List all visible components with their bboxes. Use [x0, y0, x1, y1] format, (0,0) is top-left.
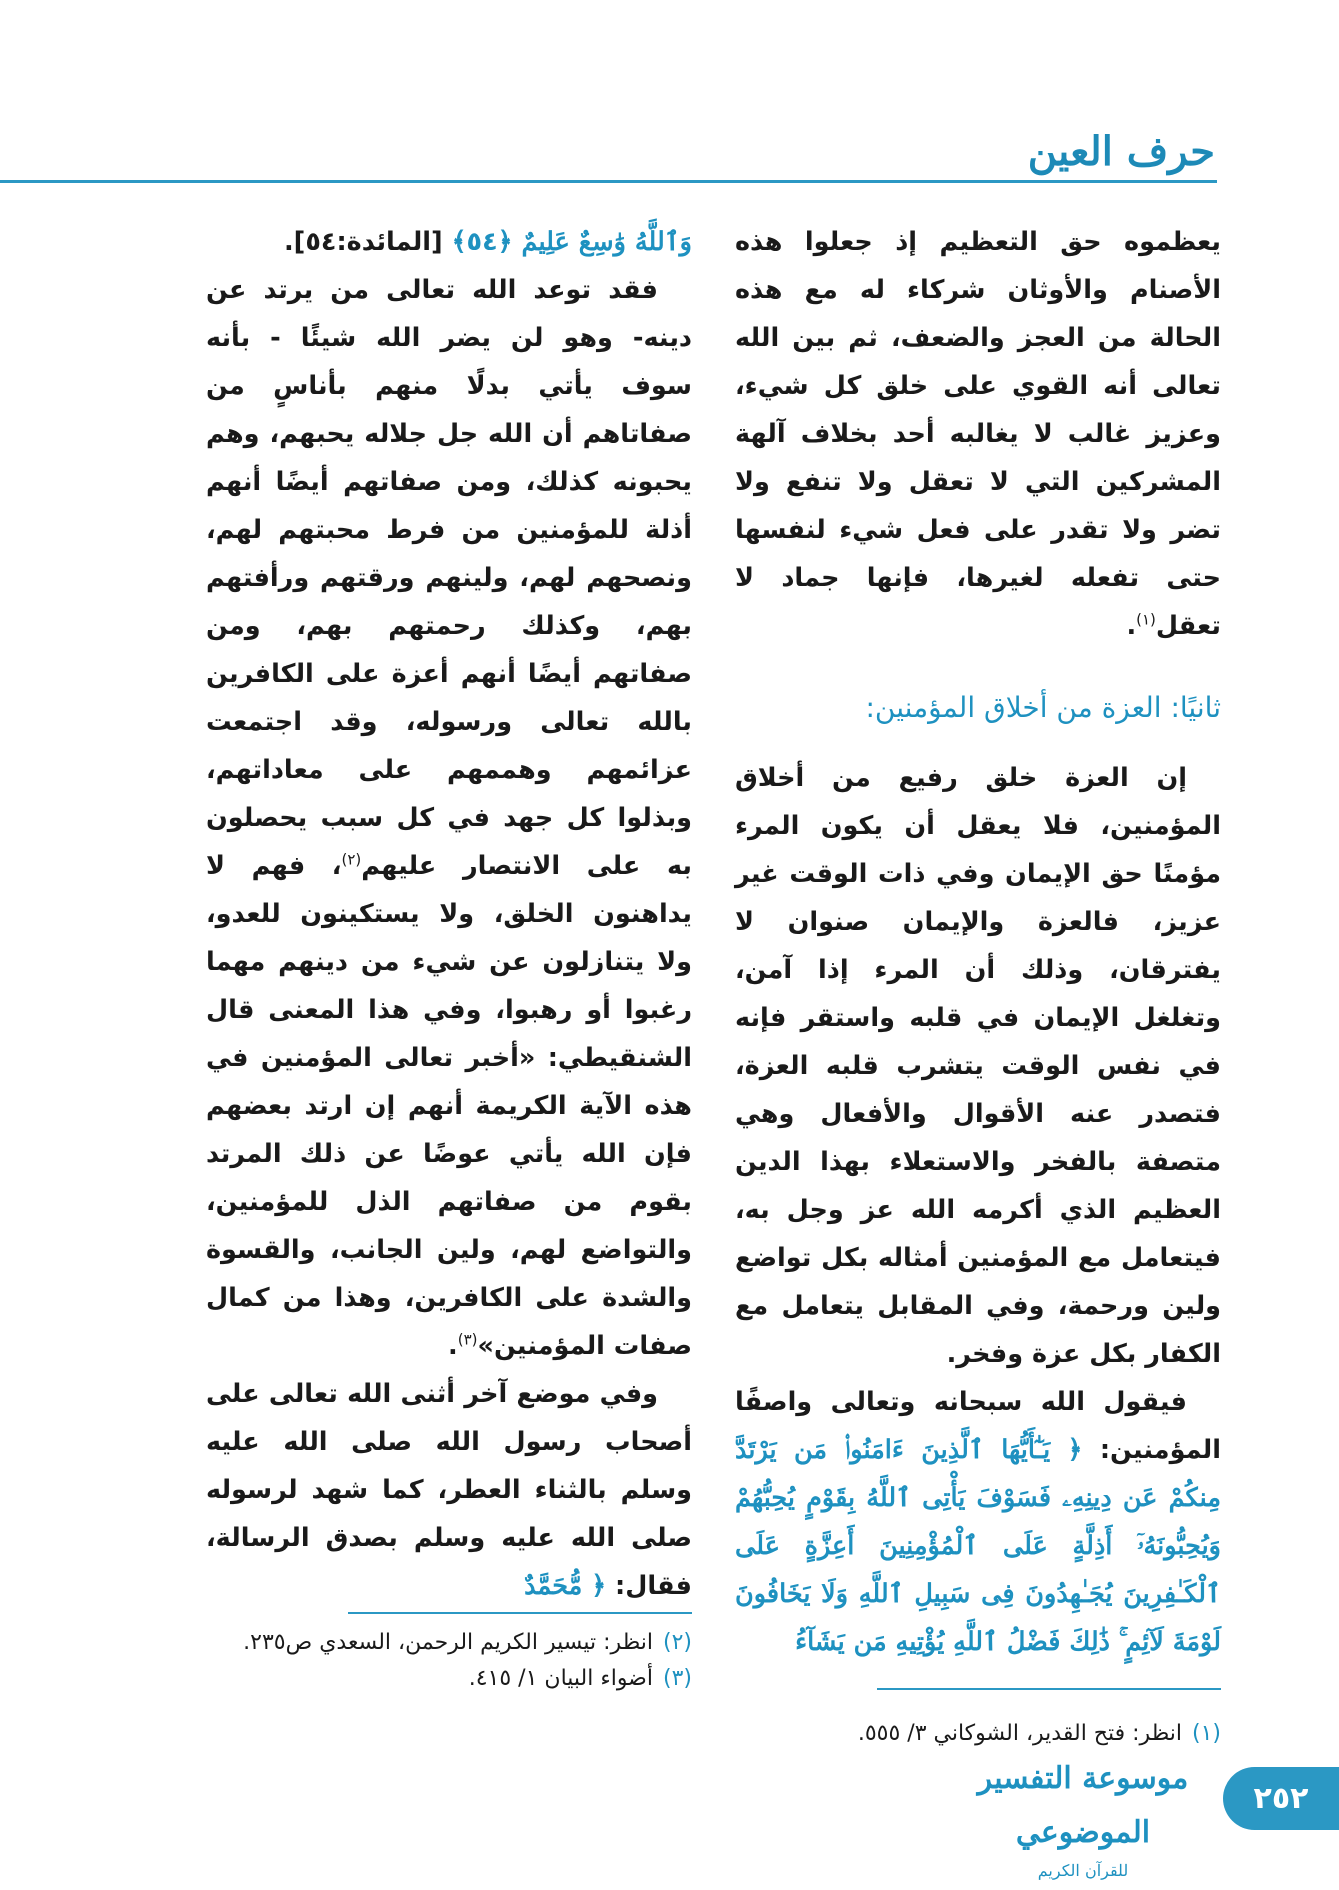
- right-paragraph-3: [735, 1378, 1221, 1666]
- quran-verse-fath: ﴿ مُّحَمَّدٌ: [524, 1571, 607, 1601]
- footnotes-left: [206, 1625, 692, 1697]
- footnote-item: [206, 1625, 692, 1661]
- encyclopedia-logo: [963, 1752, 1203, 1880]
- left-column: [206, 218, 692, 1610]
- ayah-continuation: [206, 218, 692, 266]
- footnotes-right: [735, 1716, 1221, 1752]
- footnote-text: انظر: تيسير الكريم الرحمن، السعدي ص٢٣٥.: [243, 1630, 653, 1655]
- footnote-number: (١): [1191, 1721, 1221, 1746]
- logo-main-text: موسوعة التفسير الموضوعي: [977, 1761, 1189, 1850]
- right-paragraph-3-intro: فيقول الله سبحانه وتعالى واصفًا المؤمنين:: [735, 1387, 1221, 1465]
- footnote-rule-right: [877, 1688, 1221, 1690]
- header-rule: [0, 180, 1217, 183]
- right-paragraph-1: [735, 218, 1221, 650]
- left-paragraph-2-text: وفي موضع آخر أثنى الله تعالى على أصحاب رسول الله صلى الله عليه وسلم بالثناء العطر، كما شهد لرسوله صلى الله عليه وسلم بصدق الرسالة، فقال:: [206, 1379, 692, 1601]
- left-paragraph-1: [206, 266, 692, 1370]
- footnote-ref-1[interactable]: (١): [1136, 610, 1156, 629]
- footnote-item: [735, 1716, 1221, 1752]
- footnote-number: (٢): [662, 1630, 692, 1655]
- footnote-number: (٣): [662, 1666, 692, 1691]
- quran-verse-maidah-54: ﴿ يَـٰٓأَيُّهَا ٱلَّذِينَ ءَامَنُوا۟ مَن يَرْتَدَّ مِنكُمْ عَن دِينِهِۦ فَسَوْفَ يَأْتِى ٱللَّهُ بِقَوْمٍ يُحِبُّهُمْ وَيُحِبُّونَهُۥٓ أَذِلَّةٍ عَلَى ٱلْمُؤْمِنِينَ أَعِزَّةٍ عَلَى ٱلْكَـٰفِرِينَ يُجَـٰهِدُونَ فِى سَبِيلِ ٱللَّهِ وَلَا يَخَافُونَ لَوْمَةَ لَآئِمٍ ۚ ذَٰلِكَ فَضْلُ ٱللَّهِ يُؤْتِيهِ مَن يَشَآءُ: [735, 1435, 1221, 1657]
- ayah-reference: [المائدة:٥٤].: [284, 227, 443, 257]
- footnote-rule-left: [348, 1612, 692, 1614]
- footnote-ref-3[interactable]: (٣): [457, 1330, 478, 1349]
- footnote-text: أضواء البيان ١/ ٤١٥.: [468, 1666, 653, 1691]
- footnote-text: انظر: فتح القدير، الشوكاني ٣/ ٥٥٥.: [857, 1721, 1182, 1746]
- left-paragraph-1-text: فقد توعد الله تعالى من يرتد عن دينه- وهو لن يضر الله شيئًا - بأنه سوف يأتي بدلًا منهم بأناسٍ من صفاتاهم أن الله جل جلاله يحبهم، وهم يحبونه كذلك، ومن صفاتهم أيضًا أنهم أذلة للمؤمنين من فرط محبتهم لهم، ونصحهم لهم، ولينهم ورقتهم ورأفتهم بهم، وكذلك رحمتهم بهم، ومن صفاتهم أيضًا أنهم أعزة على الكافرين بالله تعالى ورسوله، وقد اجتمعت عزائمهم وهممهم على معاداتهم، وبذلوا كل جهد في كل سبب يحصلون به على الانتصار عليهم: [206, 275, 692, 881]
- ayah-number-mark: ﴿٥٤﴾: [451, 227, 513, 257]
- right-paragraph-2: إن العزة خلق رفيع من أخلاق المؤمنين، فلا يعقل أن يكون المرء مؤمنًا حق الإيمان وفي ذات الوقت غير عزيز، فالعزة والإيمان صنوان لا يفترقان، وذلك أن المرء إذا آمن، وتغلغل الإيمان في قلبه واستقر فإنه في نفس الوقت يتشرب قلبه العزة، فتصدر عنه الأقوال والأفعال وهي متصفة بالفخر والاستعلاء بهذا الدين العظيم الذي أكرمه الله عز وجل به، فيتعامل مع المؤمنين أمثاله بكل تواضع ولين ورحمة، وفي المقابل يتعامل مع الكفار بكل عزة وفخر.: [735, 763, 1221, 1369]
- quran-verse-end: وَٱللَّهُ وَٰسِعٌ عَلِيمٌ: [521, 227, 692, 257]
- left-paragraph-1-cont: ، فهم لا يداهنون الخلق، ولا يستكينون للعدو، ولا يتنازلون عن شيء من دينهم مهما رغبوا أو رهبوا، وفي هذا المعنى قال الشنقيطي: «أخبر تعالى المؤمنين في هذه الآية الكريمة أنهم إن ارتد بعضهم فإن الله يأتي عوضًا عن ذلك المرتد بقوم من صفاتهم الذل للمؤمنين، والتواضع لهم، ولين الجانب، والقسوة والشدة على الكافرين، وهذا من كمال صفات المؤمنين»: [206, 851, 692, 1361]
- left-paragraph-2: [206, 1370, 692, 1610]
- section-subheading: ثانيًا: العزة من أخلاق المؤمنين:: [865, 691, 1221, 724]
- page-number: ٢٥٢: [1223, 1767, 1339, 1830]
- footnote-ref-2[interactable]: (٢): [341, 850, 362, 869]
- right-column: [735, 218, 1221, 1666]
- left-paragraph-1-end: .: [448, 1331, 458, 1361]
- logo-sub-text: للقرآن الكريم: [1037, 1861, 1129, 1880]
- running-header-title: حرف العين: [1027, 128, 1215, 175]
- right-paragraph-1-text: يعظموه حق التعظيم إذ جعلوا هذه الأصنام والأوثان شركاء له مع هذه الحالة من العجز والضعف، ثم بين الله تعالى أنه القوي على خلق كل شيء، وعزيز غالب لا يغالبه أحد بخلاف آلهة المشركين التي لا تعقل ولا تنفع ولا تضر ولا تقدر على فعل شيء لنفسها حتى تفعله لغيرها، فإنها جماد لا تعقل: [735, 227, 1221, 641]
- footnote-item: [206, 1661, 692, 1697]
- right-paragraph-1-end: .: [1126, 611, 1137, 641]
